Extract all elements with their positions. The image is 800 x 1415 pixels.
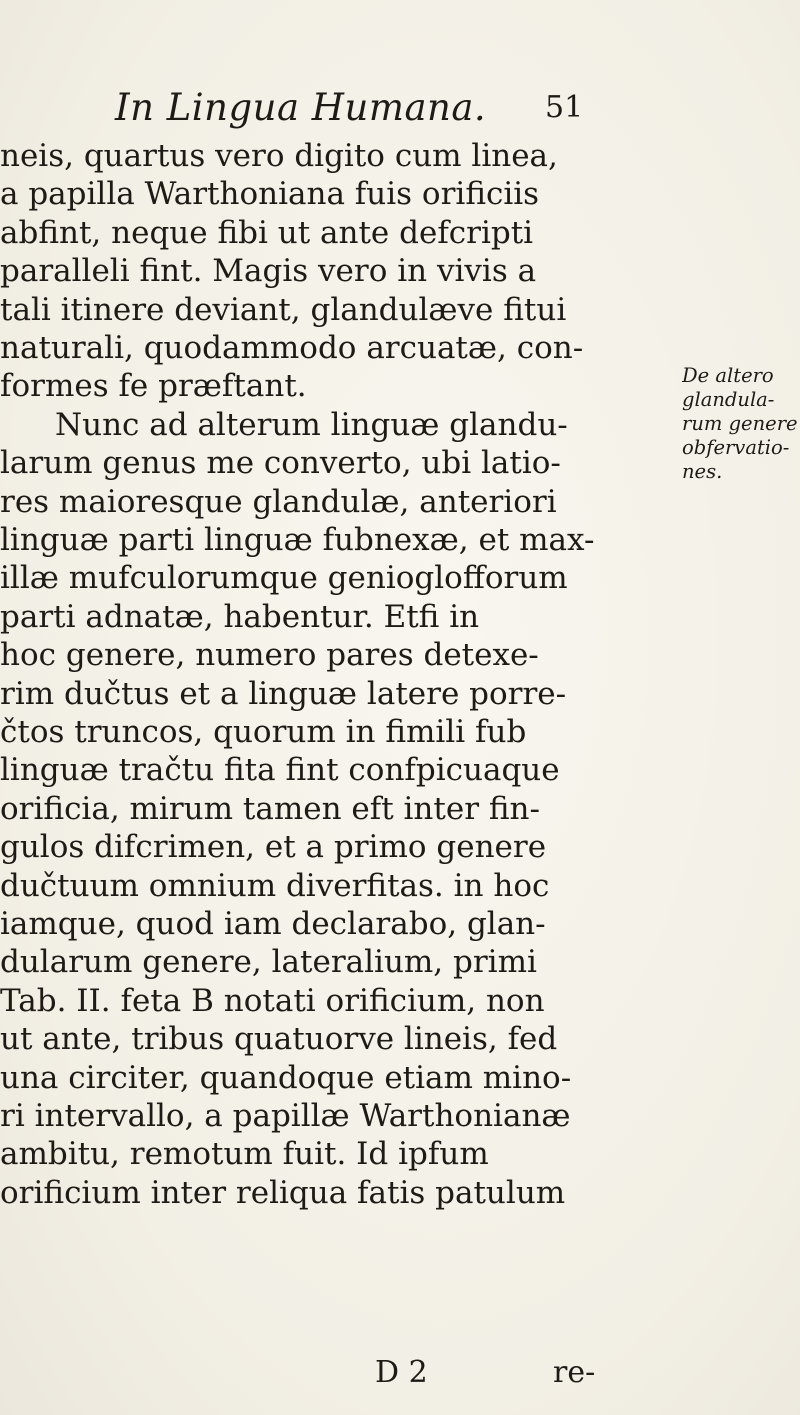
running-title: In Lingua Humana. [115,86,487,129]
text-line: Nunc ad alterum linguæ glandu- [55,406,568,443]
text-line: res maioresque glandulæ, anteriori [0,483,557,520]
text-line: ut ante, tribus quatuorve lineis, fed [0,1021,558,1058]
text-line: larum genus me converto, ubi latio- [0,445,561,482]
text-line: paralleli fint. Magis vero in vivis a [0,253,537,290]
text-line: Tab. II. feta B notati orificium, non [0,982,545,1019]
running-head [115,86,755,136]
text-line: tali itinere deviant, glandulæve fitui [0,291,567,328]
page-number: 51 [545,90,584,125]
text-line: orificium inter reliqua fatis patulum [0,1174,566,1211]
signature-line [0,1355,800,1395]
marginal-note [682,364,800,484]
text-line: formes fe præftant. [0,368,307,405]
marginal-note-line: obfervatio- [682,436,790,459]
text-line: čtos truncos, quorum in fimili fub [0,714,527,750]
marginal-note-line: De altero [682,364,774,387]
text-line: hoc genere, numero pares detexe- [0,637,539,674]
text-line: gulos difcrimen, et a primo genere [0,829,547,866]
text-line: ambitu, remotum fuit. Id ipfum [0,1136,489,1173]
marginal-note-line: nes. [682,460,723,483]
text-line: dučtuum omnium diverfitas. in hoc [0,867,550,904]
marginal-note-line: glandula- [682,388,775,411]
marginal-note-line: rum genere [682,412,798,435]
text-line: naturali, quodammodo arcuatæ, con- [0,330,584,366]
text-line: dularum genere, lateralium, primi [0,944,537,981]
text-line: abfint, neque fibi ut ante defcripti [0,214,534,251]
text-line: orificia, mirum tamen eft inter fin- [0,790,540,827]
text-line: rim dučtus et a linguæ latere porre- [0,675,567,712]
catchword: re- [553,1355,596,1390]
text-line: linguæ tračtu fita fint confpicuaque [0,752,560,789]
text-line: ri intervallo, a papillæ Warthonianæ [0,1098,571,1134]
text-line: neis, quartus vero digito cum linea, [0,138,558,174]
text-line: a papilla Warthoniana fuis orificiis [0,176,540,213]
text-line: iamque, quod iam declarabo, glan- [0,906,546,942]
text-line: illæ mufculorumque genioglofforum [0,560,568,597]
signature-mark: D 2 [375,1355,428,1390]
text-line: linguæ parti linguæ fubnexæ, et max- [0,522,595,558]
text-line: una circiter, quandoque etiam mino- [0,1059,572,1096]
text-line: parti adnatæ, habentur. Etfi in [0,598,480,635]
